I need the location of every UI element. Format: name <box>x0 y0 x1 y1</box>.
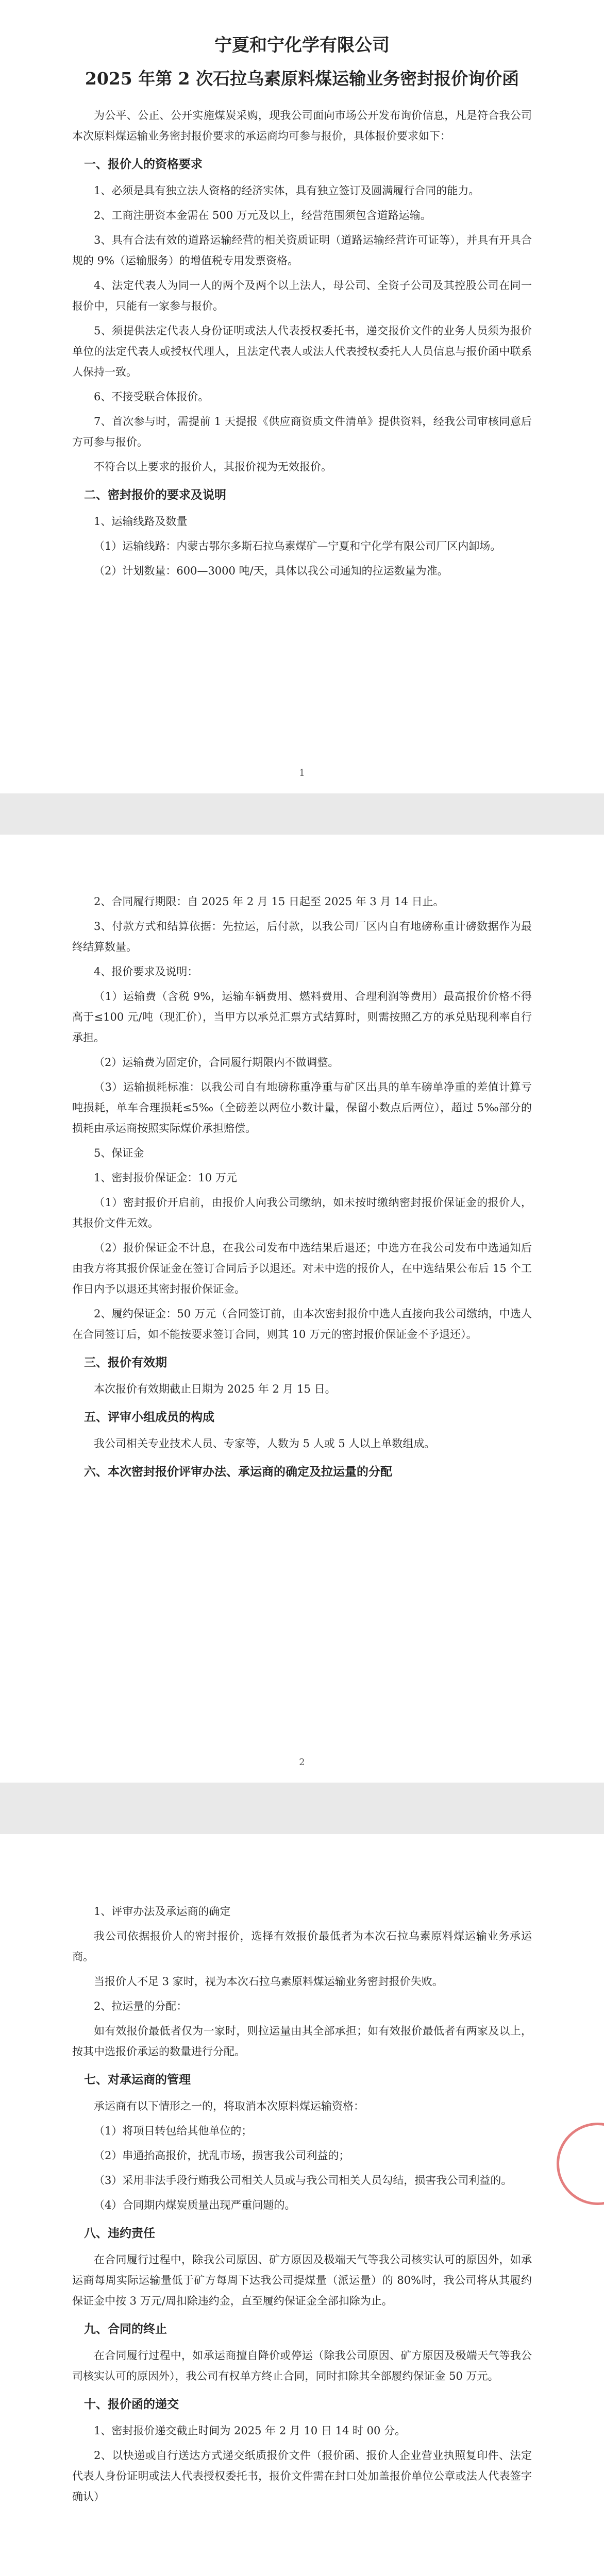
company-title: 宁夏和宁化学有限公司 <box>214 35 390 56</box>
allocation-heading: 2、拉运量的分配： <box>94 2000 188 2012</box>
document-title: 2025 年第 2 次石拉乌素原料煤运输业务密封报价询价函 <box>85 69 519 89</box>
management-2: （2）串通抬高报价，扰乱市场，损害我公司利益的； <box>94 2149 350 2162</box>
section-heading-10: 十、报价函的递交 <box>84 2397 179 2411</box>
requirement-7: 7、首次参与时，需提前 1 天提报《供应商资质文件清单》提供资料，经我公司审核同意后方可参与报价。 <box>72 415 532 448</box>
page-number: 2 <box>299 1757 305 1768</box>
performance-deposit: 2、履约保证金：50 万元（合同签订前，由本次密封报价中选人直接向我公司缴纳，中选人在合同签订后，如不能按要求签订合同，则其 10 万元的密封报价保证金不予退还）。 <box>72 1308 532 1341</box>
document-page-3 <box>0 1834 604 2576</box>
requirement-6: 6、不接受联合体报价。 <box>94 391 209 403</box>
contract-period: 2、合同履行期限：自 2025 年 2 月 15 日起至 2025 年 3 月 14 日止。 <box>94 895 444 908</box>
requirement-note: 不符合以上要求的报价人，其报价视为无效报价。 <box>94 461 332 473</box>
bid-deposit-2: （2）报价保证金不计息，在我公司发布中选结果后退还；中选方在我公司发布中选通知后由我方将其报价保证金在签订合同后予以退还。对未中选的报价人，在中选结果公布后 15 个工作日内予以退还其密封报价保证金。 <box>72 1242 532 1295</box>
section-heading-5: 五、评审小组成员的构成 <box>84 1410 214 1424</box>
section-heading-7: 七、对承运商的管理 <box>84 2073 191 2087</box>
panel-text: 我公司相关专业技术人员、专家等，人数为 5 人或 5 人以上单数组成。 <box>94 1437 435 1450</box>
evaluation-rule: 我公司依据报价人的密封报价，选择有效报价最低者为本次石拉乌素原料煤运输业务承运商。 <box>72 1930 532 1963</box>
submission-method: 2、以快递或自行送达方式递交纸质报价文件（报价函、报价人企业营业执照复印件、法定代表人身份证明或法人代表授权委托书，报价文件需在封口处加盖报价单位公章或法人代表签字确认） <box>72 2449 532 2503</box>
evaluation-heading: 1、评审办法及承运商的确定 <box>94 1905 231 1918</box>
quote-req-3: （3）运输损耗标准：以我公司自有地磅称重净重与矿区出具的单车磅单净重的差值计算亏吨损耗，单车合理损耗≤5‰（全磅差以两位小数计量，保留小数点后两位），超过 5‰部分的损耗由承运商按照实际煤价承担赔偿。 <box>72 1081 532 1134</box>
allocation-rule: 如有效报价最低者仅为一家时，则拉运量由其全部承担；如有效报价最低者有两家及以上，按其中选报价承运的数量进行分配。 <box>72 2025 532 2058</box>
deposit-heading: 5、保证金 <box>94 1147 144 1159</box>
requirement-2: 2、工商注册资本金需在 500 万元及以上，经营范围须包含道路运输。 <box>94 209 431 222</box>
management-intro: 承运商有以下情形之一的，将取消本次原料煤运输资格： <box>94 2100 364 2112</box>
route-quantity: （2）计划数量：600—3000 吨/天，具体以我公司通知的拉运数量为准。 <box>94 565 448 577</box>
section-heading-2: 二、密封报价的要求及说明 <box>84 488 226 502</box>
section-heading-6: 六、本次密封报价评审办法、承运商的确定及拉运量的分配 <box>84 1465 392 1479</box>
intro-paragraph: 为公平、公正、公开实施煤炭采购，现我公司面向市场公开发布询价信息，凡是符合我公司本次原料煤运输业务密封报价要求的承运商均可参与报价，具体报价要求如下： <box>72 109 532 142</box>
submission-deadline: 1、密封报价递交截止时间为 2025 年 2 月 10 日 14 时 00 分。 <box>94 2425 406 2437</box>
bid-deposit-1: （1）密封报价开启前，由报价人向我公司缴纳，如未按时缴纳密封报价保证金的报价人，其报价文件无效。 <box>72 1196 532 1229</box>
termination-text: 在合同履行过程中，如承运商擅自降价或停运（除我公司原因、矿方原因及极端天气等我公司核实认可的原因外），我公司有权单方终止合同，同时扣除其全部履约保证金 50 万元。 <box>72 2349 532 2382</box>
payment-terms: 3、付款方式和结算依据：先拉运，后付款，以我公司厂区内自有地磅称重计磅数据作为最终结算数量。 <box>72 920 532 953</box>
requirement-3: 3、具有合法有效的道路运输经营的相关资质证明（道路运输经营许可证等），并具有开具合规的 9%（运输服务）的增值税专用发票资格。 <box>72 234 532 267</box>
requirement-4: 4、法定代表人为同一人的两个及两个以上法人，母公司、全资子公司及其控股公司在同一报价中，只能有一家参与报价。 <box>72 279 532 312</box>
document-page-1 <box>0 0 604 793</box>
quote-requirements: 4、报价要求及说明： <box>94 965 198 978</box>
evaluation-fail: 当报价人不足 3 家时，视为本次石拉乌素原料煤运输业务密封报价失败。 <box>94 1975 443 1988</box>
section-heading-8: 八、违约责任 <box>84 2226 155 2240</box>
page-number: 1 <box>299 768 305 778</box>
seal-stamp-partial <box>557 2123 604 2205</box>
quote-req-1: （1）运输费（含税 9%，运输车辆费用、燃料费用、合理利润等费用）最高报价价格不得高于≤100 元/吨（现汇价），当甲方以承兑汇票方式结算时，则需按照乙方的承兑贴现利率自行承担。 <box>72 990 532 1044</box>
quote-req-2: （2）运输费为固定价，合同履行期限内不做调整。 <box>94 1056 339 1069</box>
section-heading-1: 一、报价人的资格要求 <box>84 157 203 171</box>
management-4: （4）合同期内煤炭质量出现严重问题的。 <box>94 2199 296 2211</box>
route-line: （1）运输线路：内蒙古鄂尔多斯石拉乌素煤矿—宁夏和宁化学有限公司厂区内缷场。 <box>94 540 501 552</box>
requirement-5: 5、须提供法定代表人身份证明或法人代表授权委托书，递交报价文件的业务人员须为报价单位的法定代表人或授权代理人，且法定代表人或法人代表授权委托人人员信息与报价函中联系人保持一致。 <box>72 325 532 378</box>
breach-text: 在合同履行过程中，除我公司原因、矿方原因及极端天气等我公司核实认可的原因外，如承运商每周实际运输量低于矿方每周下达我公司提煤量（派运量）的 80%时，我公司将从其履约保证金中按 3 万元/周扣除违约金，直至履约保证金全部扣除为止。 <box>72 2253 532 2307</box>
bid-deposit: 1、密封报价保证金：10 万元 <box>94 1172 237 1184</box>
section-heading-3: 三、报价有效期 <box>84 1355 167 1369</box>
document-page-2 <box>0 835 604 1783</box>
section-heading-9: 九、合同的终止 <box>84 2322 167 2336</box>
validity-text: 本次报价有效期截止日期为 2025 年 2 月 15 日。 <box>94 1383 336 1395</box>
management-3: （3）采用非法手段行贿我公司相关人员或与我公司相关人员勾结，损害我公司利益的。 <box>94 2174 512 2187</box>
route-heading: 1、运输线路及数量 <box>94 515 188 528</box>
requirement-1: 1、必须是具有独立法人资格的经济实体，具有独立签订及圆满履行合同的能力。 <box>94 184 480 197</box>
management-1: （1）将项目转包给其他单位的； <box>94 2125 253 2137</box>
